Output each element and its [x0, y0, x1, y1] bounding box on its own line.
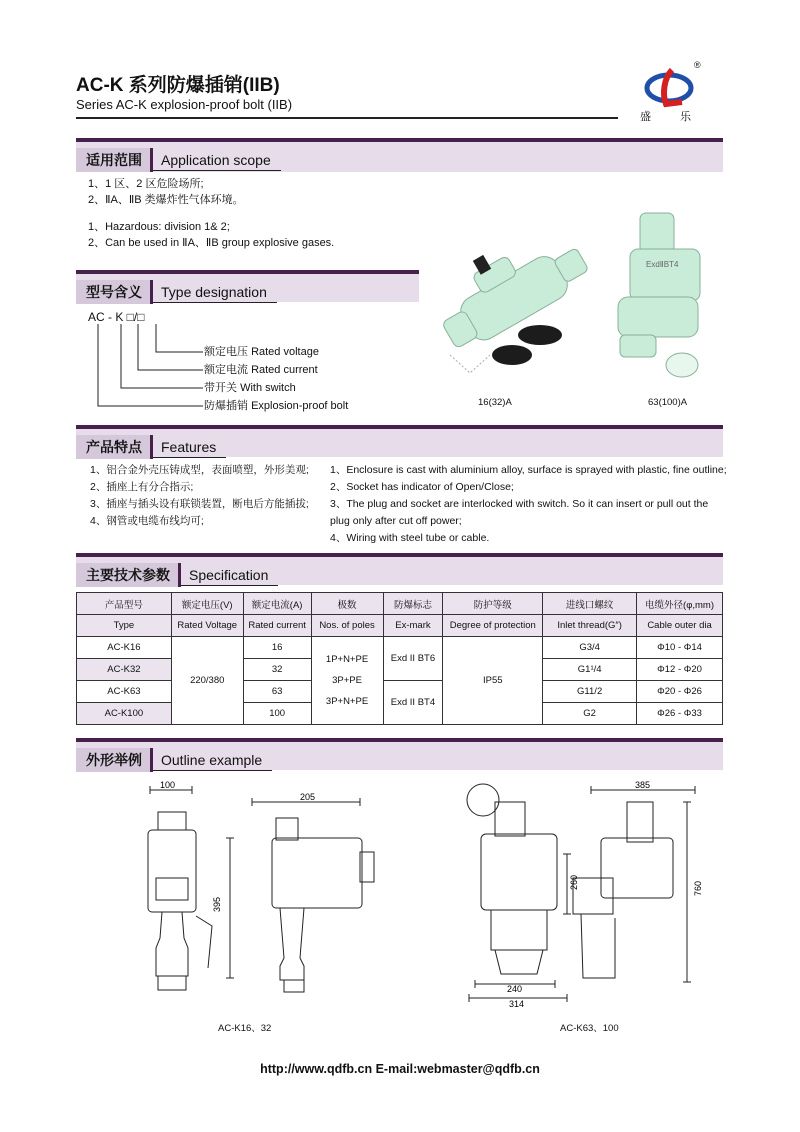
- dim-760: 760: [693, 880, 703, 896]
- designation-item: 额定电压 Rated voltage: [204, 346, 319, 358]
- page-subtitle: Series AC-K explosion-proof bolt (IIB): [76, 97, 293, 112]
- spec-cell-current: 100: [243, 703, 311, 725]
- spec-heading-zh: 主要技术参数: [76, 563, 181, 587]
- designation-heading: [76, 280, 277, 304]
- spec-header-zh-row: [77, 593, 723, 615]
- spec-header-cell: Inlet thread(G″): [543, 615, 637, 637]
- spec-cell-cable: Φ12 - Φ20: [637, 659, 723, 681]
- features-en-line: 3、The plug and socket are interlocked with switch. So it can insert or pull out the: [330, 498, 709, 510]
- features-heading-zh: 产品特点: [76, 435, 153, 459]
- spec-pole-option: 3P+PE: [332, 675, 362, 686]
- spec-cell-thread: G2: [543, 703, 637, 725]
- spec-cell-protection: IP55: [443, 637, 543, 725]
- spec-header-cell: 防护等级: [443, 593, 543, 615]
- designation-heading-en: Type designation: [153, 282, 277, 303]
- spec-cell-exmark: Exd II BT4: [383, 681, 443, 725]
- dim-240: 240: [507, 984, 523, 994]
- spec-header-cell: Nos. of poles: [311, 615, 383, 637]
- spec-cell-thread: G11/2: [543, 681, 637, 703]
- spec-pole-option: 3P+N+PE: [325, 696, 369, 707]
- spec-header-cell: Rated Voltage: [171, 615, 243, 637]
- dim-314: 314: [509, 999, 525, 1008]
- scope-en-line: 1、Hazardous: division 1& 2;: [88, 221, 230, 233]
- spec-header-cell: Rated current: [243, 615, 311, 637]
- designation-item: 防爆插销 Explosion-proof bolt: [204, 400, 349, 412]
- features-heading: [76, 435, 226, 459]
- scope-heading-zh: 适用范围: [76, 148, 153, 172]
- photo-plate-text: ExdⅡBT4: [646, 260, 679, 269]
- company-logo: [636, 60, 702, 124]
- features-band: [76, 425, 723, 457]
- features-en-line: plug only after cut off power;: [330, 515, 462, 527]
- dim-260: 260: [569, 874, 579, 890]
- scope-zh-line: 1、1 区、2 区危险场所;: [88, 178, 204, 190]
- page-title: AC-K 系列防爆插销(IIB): [76, 75, 280, 96]
- features-en-line: 1、Enclosure is cast with aluminium alloy, surface is sprayed with plastic, fine outline;: [330, 464, 727, 476]
- features-en-line: 4、Wiring with steel tube or cable.: [330, 532, 490, 544]
- spec-cell-poles: [311, 637, 383, 725]
- spec-cell-type: AC-K100: [77, 703, 172, 725]
- spec-cell-thread: G3/4: [543, 637, 637, 659]
- spec-header-cell: Ex-mark: [383, 615, 443, 637]
- features-zh-line: 1、铝合金外壳压铸成型，表面喷塑，外形美观;: [90, 464, 309, 476]
- dim-100: 100: [160, 780, 176, 790]
- spec-cell-voltage: 220/380: [171, 637, 243, 725]
- designation-item: 额定电流 Rated current: [204, 364, 318, 376]
- outline-drawing-large: [455, 778, 705, 1008]
- designation-code: AC - K □/□: [88, 310, 145, 324]
- spec-cell-current: 16: [243, 637, 311, 659]
- logo-char-left: 盛: [640, 111, 651, 123]
- spec-header-cell: Degree of protection: [443, 615, 543, 637]
- features-heading-en: Features: [153, 437, 226, 458]
- features-zh-list: [90, 462, 330, 530]
- spec-header-cell: 进线口螺纹: [543, 593, 637, 615]
- features-zh-line: 2、插座上有分合指示;: [90, 481, 194, 493]
- spec-header-cell: 电缆外径(φ,mm): [637, 593, 723, 615]
- outline-caption-right: AC-K63、100: [560, 1023, 619, 1034]
- spec-cell-current: 32: [243, 659, 311, 681]
- spec-header-cell: 极数: [311, 593, 383, 615]
- scope-zh-list: [88, 176, 244, 208]
- dim-395: 395: [212, 896, 222, 912]
- spec-cell-type: AC-K32: [77, 659, 172, 681]
- spec-cell-type: AC-K63: [77, 681, 172, 703]
- photo-63a: [610, 205, 720, 390]
- designation-item: 带开关 With switch: [204, 382, 296, 394]
- spec-header-cell: 防爆标志: [383, 593, 443, 615]
- outline-heading-en: Outline example: [153, 750, 272, 771]
- spec-header-cell: 产品型号: [77, 593, 172, 615]
- spec-cell-cable: Φ26 - Φ33: [637, 703, 723, 725]
- scope-heading: [76, 148, 281, 172]
- features-zh-line: 4、钢管或电缆布线均可;: [90, 515, 204, 527]
- spec-header-cell: Cable outer dia: [637, 615, 723, 637]
- spec-pole-option: 1P+N+PE: [325, 654, 369, 665]
- spec-cell-current: 63: [243, 681, 311, 703]
- scope-en-line: 2、Can be used in ⅡA、ⅡB group explosive gases.: [88, 237, 335, 249]
- spec-header-cell: 额定电压(V): [171, 593, 243, 615]
- spec-header-en-row: [77, 615, 723, 637]
- designation-heading-zh: 型号含义: [76, 280, 153, 304]
- spec-heading: [76, 563, 278, 587]
- registered-mark: ®: [694, 60, 701, 70]
- footer-contact: http://www.qdfb.cn E-mail:webmaster@qdfb.cn: [260, 1062, 540, 1076]
- dim-385: 385: [635, 780, 651, 790]
- outline-drawing-small: [130, 778, 380, 1008]
- spec-cell-cable: Φ20 - Φ26: [637, 681, 723, 703]
- outline-heading-zh: 外形举例: [76, 748, 153, 772]
- dim-205: 205: [300, 792, 316, 802]
- spec-cell-thread: G1¹/4: [543, 659, 637, 681]
- features-zh-line: 3、插座与插头设有联锁装置，断电后方能插拔;: [90, 498, 309, 510]
- features-en-list: [330, 462, 730, 547]
- spec-header-cell: 额定电流(A): [243, 593, 311, 615]
- photo-16a: [430, 205, 600, 390]
- spec-heading-en: Specification: [181, 565, 278, 586]
- outline-band: [76, 738, 723, 770]
- scope-zh-line: 2、ⅡA、ⅡB 类爆炸性气体环境。: [88, 194, 244, 206]
- scope-band: [76, 138, 723, 172]
- title-rule: [76, 117, 618, 119]
- scope-heading-en: Application scope: [153, 150, 281, 171]
- scope-en-list: [88, 219, 334, 251]
- spec-band: [76, 553, 723, 585]
- designation-band: [76, 270, 419, 302]
- spec-header-cell: Type: [77, 615, 172, 637]
- outline-heading: [76, 748, 272, 772]
- spec-cell-exmark: Exd II BT6: [383, 637, 443, 681]
- spec-table: [76, 592, 723, 725]
- designation-leader-lines: [88, 322, 208, 412]
- features-en-line: 2、Socket has indicator of Open/Close;: [330, 481, 514, 493]
- outline-caption-left: AC-K16、32: [218, 1023, 272, 1034]
- photo-caption-right: 63(100)A: [648, 397, 688, 408]
- spec-cell-type: AC-K16: [77, 637, 172, 659]
- logo-char-right: 乐: [680, 111, 691, 123]
- spec-cell-cable: Φ10 - Φ14: [637, 637, 723, 659]
- table-row: [77, 637, 723, 659]
- photo-caption-left: 16(32)A: [478, 397, 512, 408]
